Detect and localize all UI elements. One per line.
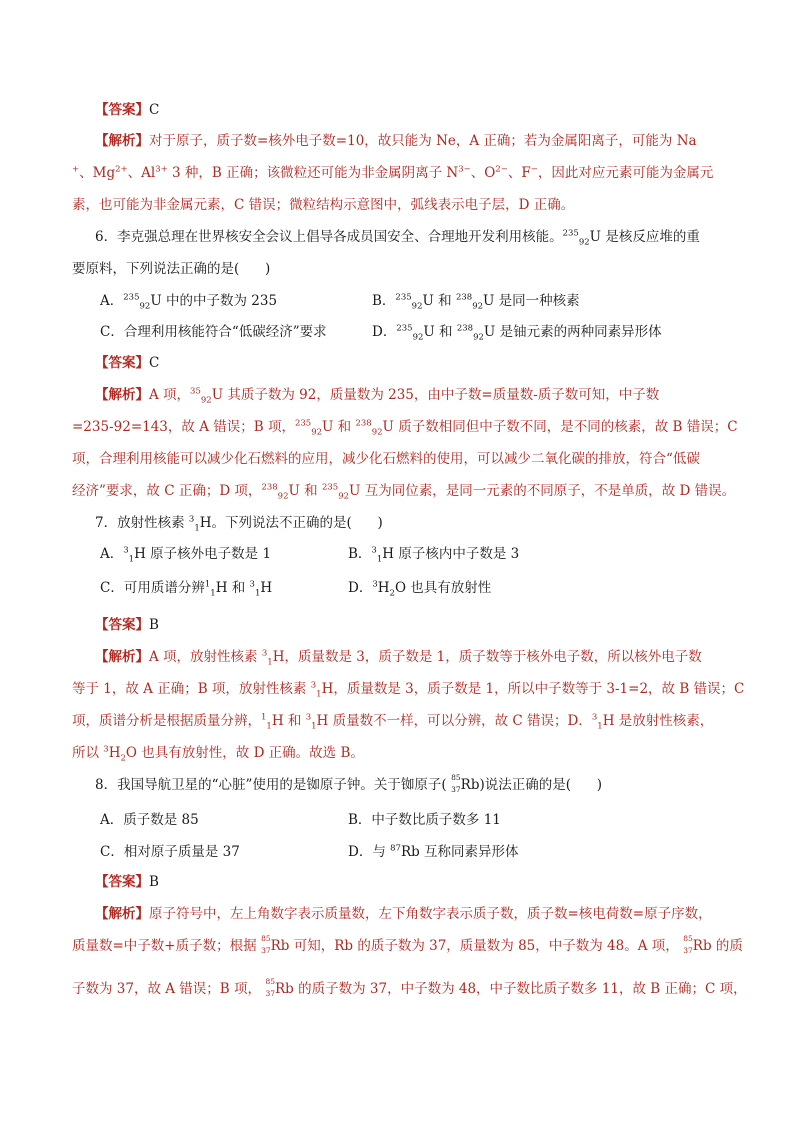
text-line-q8B: B．中子数比质子数多 11: [348, 812, 501, 828]
text-line-q8A: A．质子数是 85: [100, 812, 199, 828]
text-line-exp8a: 【解析】原子符号中，左上角数字表示质量数，左下角数字表示质子数，质子数=核电荷数=原子序数，: [95, 906, 712, 922]
text-line-exp6c: 项，合理利用核能可以减少化石燃料的应用，减少化石燃料的使用，可以减少二氧化碳的排放，符合“低碳: [72, 451, 700, 467]
text-line-exp7b: 等于 1，故 A 正确；B 项，放射性核素 $^3_1$H，质量数是 3，质子数是 1，所以中子数等于 3-1=2，故 B 错误；C: [72, 680, 745, 700]
text-line-ans6: 【答案】C: [95, 355, 160, 371]
text-line-q6B: B．$^{235}_{92}$U 和 $^{238}_{92}$U 是同一种核素: [372, 292, 580, 312]
text-line-q8D: D．与 $^{87}$Rb 互称同素异形体: [348, 843, 519, 860]
text-line-ans8: 【答案】B: [95, 874, 159, 890]
text-line-q6C: C．合理利用核能符合“低碳经济”要求: [100, 324, 327, 340]
text-line-exp8c: 子数为 37，故 A 错误；B 项， 85 37 Rb 的质子数为 37，中子数为 48，中子数比质子数多 11，故 B 正确；C 项，: [72, 977, 747, 998]
text-line-ans7: 【答案】B: [95, 617, 159, 633]
text-line-exp7c: 项，质谱分析是根据质量分辨，$^1_1$H 和 $^3_1$H 质量数不一样，可以分辨，故 C 错误；D．$^3_1$H 是放射性核素，: [72, 712, 714, 732]
text-line-exp8b: 质量数=中子数+质子数；根据 85 37 Rb 可知，Rb 的质子数为 37，质量数为 85，中子数为 48。A 项， 85 37 Rb 的质: [72, 934, 743, 955]
text-line-q7: 7．放射性核素 $^3_1$H。下列说法不正确的是( ): [95, 514, 383, 534]
text-line-exp6a: 【解析】A 项，$^{35}_{92}$U 其质子数为 92，质量数为 235，由中子数=质量数-质子数可知，中子数: [95, 386, 660, 406]
text-line-exp5b: +、$Mg^{2+}$、$Al^{3+}$ 3 种，B 正确；该微粒还可能为非金属阴离子 $N^{3-}$、$O^{2-}$、F−，因此对应元素可能为金属元: [72, 164, 714, 181]
text-line-q8C: C．相对原子质量是 37: [100, 844, 240, 860]
text-line-ans5: 【答案】C: [95, 102, 160, 118]
text-line-exp6d: 经济”要求，故 C 正确；D 项，$^{238}_{92}$U 和 $^{235}_{92}$U 互为同位素，是同一元素的不同原子，不是单质，故 D 错误。: [72, 482, 736, 502]
text-line-q6A: A．$^{235}_{92}$U 中的中子数为 235: [100, 292, 278, 312]
text-line-q6b: 要原料，下列说法正确的是( ): [72, 261, 271, 277]
text-line-q7C: C．可用质谱分辨$^1_1$H 和 $^3_1$H: [100, 579, 273, 599]
text-line-exp5c: 素，也可能为非金属元素，C 错误；微粒结构示意图中，弧线表示电子层，D 正确。: [72, 197, 575, 213]
text-line-exp7d: 所以 $^3H_2O$ 也具有放射性，故 D 正确。故选 B。: [72, 744, 364, 764]
text-line-exp7a: 【解析】A 项，放射性核素 $^3_1$H，质量数是 3，质子数是 1，质子数等于核外电子数，所以核外电子数: [95, 648, 702, 668]
text-line-q8: 8．我国导航卫星的“心脏”使用的是铷原子钟。关于铷原子( 85 37 Rb)说法正确的是( ): [95, 773, 603, 794]
text-line-q7B: B．$^3_1$H 原子核内中子数是 3: [348, 545, 520, 565]
text-line-q6D: D．$^{235}_{92}$U 和 $^{238}_{92}$U 是铀元素的两种同素异形体: [372, 323, 662, 343]
text-line-exp5a: 【解析】对于原子，质子数=核外电子数=10，故只能为 Ne，A 正确；若为金属阳离子，可能为 Na: [95, 133, 697, 149]
text-line-q7A: A．$^3_1$H 原子核外电子数是 1: [100, 545, 272, 565]
text-line-q6a: 6．李克强总理在世界核安全会议上倡导各成员国安全、合理地开发利用核能。$^{235}_{92}$U 是核反应堆的重: [95, 228, 700, 248]
text-line-exp6b: =235-92=143，故 A 错误；B 项，$^{235}_{92}$U 和 $^{238}_{92}$U 质子数相同但中子数不同，是不同的核素，故 B 错误；C: [72, 418, 738, 438]
text-line-q7D: D．$^3H_2O$ 也具有放射性: [348, 579, 492, 599]
